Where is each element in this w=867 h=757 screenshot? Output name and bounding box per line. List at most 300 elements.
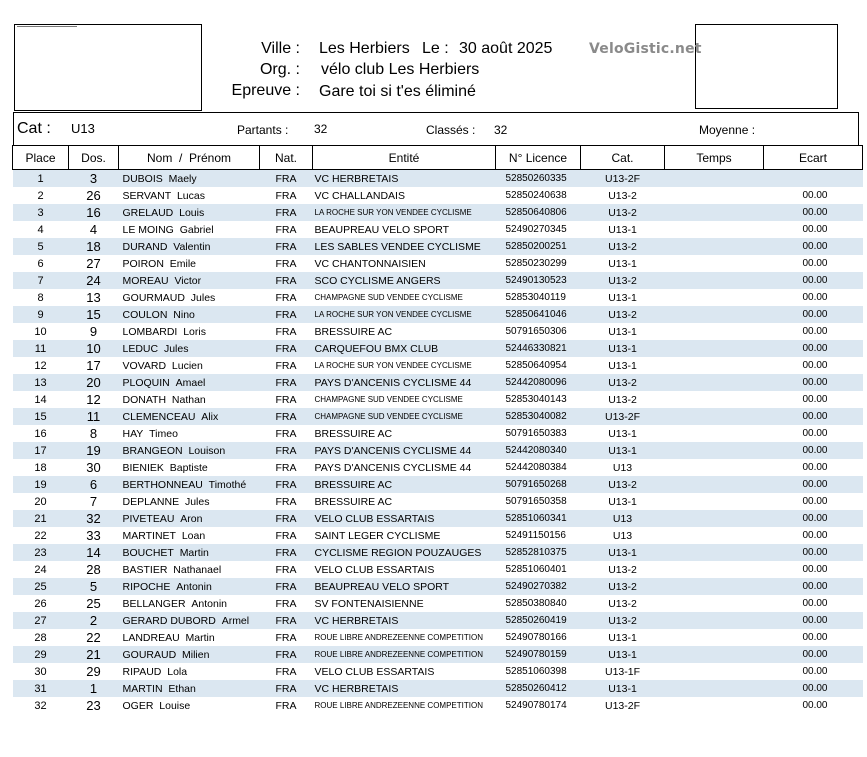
cell-ecart: 00.00 <box>764 425 863 442</box>
cell-licence: 52850640954 <box>496 357 581 374</box>
cell-licence: 52446330821 <box>496 340 581 357</box>
table-row <box>13 340 863 357</box>
cell-licence: 52442080096 <box>496 374 581 391</box>
cell-place: 19 <box>13 476 69 493</box>
table-row <box>13 680 863 697</box>
cell-temps <box>665 391 764 408</box>
rider-first-name: Baptiste <box>169 461 208 474</box>
cell-place: 12 <box>13 357 69 374</box>
rider-first-name: Amael <box>175 376 206 389</box>
cell-entite: LA ROCHE SUR YON VENDEE CYCLISME <box>313 306 496 323</box>
cell-temps <box>665 442 764 459</box>
cell-cat: U13-1 <box>581 442 665 459</box>
table-row <box>13 255 863 272</box>
cell-cat: U13-1 <box>581 289 665 306</box>
cell-entite: CHAMPAGNE SUD VENDEE CYCLISME <box>313 391 496 408</box>
cell-cat: U13-2 <box>581 306 665 323</box>
cell-place: 6 <box>13 255 69 272</box>
rider-last-name: MARTINET <box>122 529 176 542</box>
epreuve-label: Epreuve : <box>231 82 300 99</box>
cell-name <box>119 289 260 306</box>
cell-ecart: 00.00 <box>764 510 863 527</box>
cell-entite: VC HERBRETAIS <box>313 612 496 629</box>
cell-temps <box>665 561 764 578</box>
cell-temps <box>665 578 764 595</box>
cell-temps <box>665 374 764 391</box>
rider-last-name: PIVETEAU <box>122 512 175 525</box>
cell-temps <box>665 272 764 289</box>
cell-temps <box>665 493 764 510</box>
cell-entite: BRESSUIRE AC <box>313 493 496 510</box>
cell-temps <box>665 425 764 442</box>
rider-last-name: GOURAUD <box>122 648 177 661</box>
cell-name <box>119 238 260 255</box>
cell-cat: U13-1 <box>581 221 665 238</box>
rider-first-name: Aron <box>180 512 203 525</box>
cell-ecart: 00.00 <box>764 204 863 221</box>
cell-temps <box>665 221 764 238</box>
cell-licence: 52850640806 <box>496 204 581 221</box>
cell-nat: FRA <box>260 510 313 527</box>
cell-temps <box>665 289 764 306</box>
cell-place: 27 <box>13 612 69 629</box>
cell-temps <box>665 646 764 663</box>
cell-ecart: 00.00 <box>764 374 863 391</box>
cell-place: 8 <box>13 289 69 306</box>
cell-name <box>119 170 260 188</box>
cell-temps <box>665 476 764 493</box>
cell-licence: 50791650358 <box>496 493 581 510</box>
table-row <box>13 595 863 612</box>
cell-ecart: 00.00 <box>764 578 863 595</box>
cell-nat: FRA <box>260 408 313 425</box>
cell-cat: U13-1 <box>581 680 665 697</box>
table-row <box>13 697 863 714</box>
rider-first-name: Valentin <box>173 240 211 253</box>
rider-last-name: DEPLANNE <box>122 495 180 508</box>
cell-ecart: 00.00 <box>764 527 863 544</box>
cell-licence: 52490780159 <box>496 646 581 663</box>
cat-value: U13 <box>71 121 95 136</box>
rider-last-name: RIPOCHE <box>122 580 171 593</box>
table-row <box>13 357 863 374</box>
cell-name <box>119 255 260 272</box>
cell-nat: FRA <box>260 221 313 238</box>
cell-licence: 52852810375 <box>496 544 581 561</box>
table-row <box>13 323 863 340</box>
cell-entite: LES SABLES VENDEE CYCLISME <box>313 238 496 255</box>
cell-entite: BRESSUIRE AC <box>313 323 496 340</box>
cell-entite: SV FONTENAISIENNE <box>313 595 496 612</box>
cell-nat: FRA <box>260 289 313 306</box>
cell-temps <box>665 629 764 646</box>
table-row <box>13 476 863 493</box>
rider-last-name: BELLANGER <box>122 597 186 610</box>
org-label: Org. : <box>259 61 300 78</box>
cell-ecart: 00.00 <box>764 442 863 459</box>
cell-entite: ROUE LIBRE ANDREZEENNE COMPETITION <box>313 646 496 663</box>
rider-first-name: Lucas <box>176 189 205 202</box>
cell-licence: 52490780166 <box>496 629 581 646</box>
cell-place: 32 <box>13 697 69 714</box>
cell-licence: 52850230299 <box>496 255 581 272</box>
cell-name <box>119 221 260 238</box>
rider-last-name: MOREAU <box>122 274 169 287</box>
cell-cat: U13-1 <box>581 323 665 340</box>
table-row <box>13 374 863 391</box>
cell-licence: 52850260335 <box>496 170 581 188</box>
table-row <box>13 612 863 629</box>
cell-nat: FRA <box>260 595 313 612</box>
rider-first-name: Antonin <box>176 580 212 593</box>
rider-first-name: Lola <box>167 665 188 678</box>
col-header-nat: Nat. <box>260 146 313 170</box>
cell-ecart: 00.00 <box>764 187 863 204</box>
cell-dos: 1 <box>69 680 119 697</box>
cell-temps <box>665 527 764 544</box>
cell-place: 13 <box>13 374 69 391</box>
cell-dos: 19 <box>69 442 119 459</box>
rider-first-name: Louise <box>159 699 191 712</box>
table-row <box>13 272 863 289</box>
rider-first-name: Milien <box>182 648 210 661</box>
cell-ecart: 00.00 <box>764 340 863 357</box>
cell-dos: 32 <box>69 510 119 527</box>
cell-nat: FRA <box>260 204 313 221</box>
cell-cat: U13-1 <box>581 357 665 374</box>
cell-entite: PAYS D'ANCENIS CYCLISME 44 <box>313 374 496 391</box>
col-header-nom: Nom / Prénom <box>119 146 260 170</box>
ville-label: Ville : <box>261 40 300 57</box>
rider-last-name: SERVANT <box>122 189 172 202</box>
rider-last-name: DUBOIS <box>122 172 163 185</box>
cell-ecart: 00.00 <box>764 221 863 238</box>
cell-cat: U13-2 <box>581 612 665 629</box>
cell-nat: FRA <box>260 493 313 510</box>
cell-licence: 52442080384 <box>496 459 581 476</box>
cell-nat: FRA <box>260 238 313 255</box>
cell-licence: 50791650383 <box>496 425 581 442</box>
cell-temps <box>665 612 764 629</box>
cell-ecart: 00.00 <box>764 561 863 578</box>
rider-last-name: GOURMAUD <box>122 291 185 304</box>
cell-ecart: 00.00 <box>764 238 863 255</box>
cell-dos: 16 <box>69 204 119 221</box>
cell-ecart: 00.00 <box>764 493 863 510</box>
cat-label: Cat : <box>17 120 51 137</box>
table-row <box>13 561 863 578</box>
rider-last-name: POIRON <box>122 257 164 270</box>
cell-licence: 52850260412 <box>496 680 581 697</box>
rider-first-name: Louison <box>188 444 226 457</box>
cell-place: 29 <box>13 646 69 663</box>
table-row <box>13 408 863 425</box>
cell-nat: FRA <box>260 680 313 697</box>
cell-nat: FRA <box>260 272 313 289</box>
cell-place: 9 <box>13 306 69 323</box>
cell-cat: U13-2F <box>581 170 665 188</box>
cell-entite: LA ROCHE SUR YON VENDEE CYCLISME <box>313 357 496 374</box>
cell-temps <box>665 357 764 374</box>
cell-name <box>119 323 260 340</box>
rider-first-name: Nathan <box>171 393 206 406</box>
cell-cat: U13 <box>581 510 665 527</box>
cell-temps <box>665 595 764 612</box>
cell-place: 16 <box>13 425 69 442</box>
rider-first-name: Gabriel <box>179 223 214 236</box>
rider-first-name: Emile <box>169 257 197 270</box>
col-header-ecart: Ecart <box>764 146 863 170</box>
cell-place: 7 <box>13 272 69 289</box>
rider-last-name: DONATH <box>122 393 167 406</box>
col-header-place: Place <box>13 146 69 170</box>
cell-ecart: 00.00 <box>764 680 863 697</box>
table-row <box>13 578 863 595</box>
cell-ecart: 00.00 <box>764 306 863 323</box>
cell-dos: 18 <box>69 238 119 255</box>
date-label: Le : <box>422 40 449 57</box>
cell-cat: U13-1 <box>581 255 665 272</box>
date-value: 30 août 2025 <box>459 40 553 57</box>
cell-dos: 4 <box>69 221 119 238</box>
rider-last-name: GRELAUD <box>122 206 174 219</box>
results-table <box>12 145 863 714</box>
cell-nat: FRA <box>260 629 313 646</box>
cell-temps <box>665 238 764 255</box>
cell-name <box>119 391 260 408</box>
cell-dos: 11 <box>69 408 119 425</box>
cell-nat: FRA <box>260 646 313 663</box>
col-header-dos: Dos. <box>69 146 119 170</box>
cell-ecart <box>764 170 863 188</box>
cell-name <box>119 459 260 476</box>
cell-dos: 6 <box>69 476 119 493</box>
cell-ecart: 00.00 <box>764 357 863 374</box>
cell-place: 3 <box>13 204 69 221</box>
cell-place: 2 <box>13 187 69 204</box>
cell-name <box>119 425 260 442</box>
cell-nat: FRA <box>260 476 313 493</box>
cell-dos: 9 <box>69 323 119 340</box>
cell-entite: LA ROCHE SUR YON VENDEE CYCLISME <box>313 204 496 221</box>
cell-temps <box>665 170 764 188</box>
col-header-cat: Cat. <box>581 146 665 170</box>
cell-cat: U13-2 <box>581 272 665 289</box>
rider-last-name: HAY <box>122 427 144 440</box>
col-header-entite: Entité <box>313 146 496 170</box>
cell-ecart: 00.00 <box>764 629 863 646</box>
logo-caption-line <box>17 26 77 29</box>
rider-first-name: Jules <box>184 495 210 508</box>
table-row <box>13 306 863 323</box>
cell-ecart: 00.00 <box>764 544 863 561</box>
rider-first-name: Timeo <box>149 427 178 440</box>
rider-last-name: VOVARD <box>122 359 167 372</box>
cell-dos: 28 <box>69 561 119 578</box>
rider-last-name: BRANGEON <box>122 444 183 457</box>
cell-name <box>119 374 260 391</box>
cell-dos: 8 <box>69 425 119 442</box>
cell-ecart: 00.00 <box>764 408 863 425</box>
table-row <box>13 493 863 510</box>
cell-place: 14 <box>13 391 69 408</box>
cell-ecart: 00.00 <box>764 391 863 408</box>
cell-temps <box>665 680 764 697</box>
cell-dos: 33 <box>69 527 119 544</box>
rider-last-name: LEDUC <box>122 342 159 355</box>
cell-nat: FRA <box>260 357 313 374</box>
table-row <box>13 425 863 442</box>
rider-last-name: MARTIN <box>122 682 163 695</box>
rider-first-name: Victor <box>174 274 202 287</box>
cell-nat: FRA <box>260 663 313 680</box>
cell-entite: VELO CLUB ESSARTAIS <box>313 510 496 527</box>
table-row <box>13 459 863 476</box>
cell-entite: BRESSUIRE AC <box>313 425 496 442</box>
rider-first-name: Alix <box>201 410 219 423</box>
cell-ecart: 00.00 <box>764 255 863 272</box>
cell-place: 4 <box>13 221 69 238</box>
table-row <box>13 663 863 680</box>
cell-nat: FRA <box>260 527 313 544</box>
cell-dos: 15 <box>69 306 119 323</box>
cell-dos: 29 <box>69 663 119 680</box>
cell-cat: U13-2 <box>581 561 665 578</box>
cell-dos: 2 <box>69 612 119 629</box>
cell-nat: FRA <box>260 425 313 442</box>
table-header-row <box>13 146 863 170</box>
cell-temps <box>665 459 764 476</box>
rider-first-name: Martin <box>179 546 209 559</box>
rider-last-name: LOMBARDI <box>122 325 178 338</box>
classes-value: 32 <box>494 123 508 137</box>
cell-name <box>119 340 260 357</box>
cell-cat: U13-2 <box>581 238 665 255</box>
table-row <box>13 187 863 204</box>
cell-place: 10 <box>13 323 69 340</box>
cell-cat: U13-1 <box>581 493 665 510</box>
cell-dos: 21 <box>69 646 119 663</box>
rider-first-name: Lucien <box>171 359 203 372</box>
cell-place: 31 <box>13 680 69 697</box>
cell-licence: 52850200251 <box>496 238 581 255</box>
rider-last-name: COULON <box>122 308 168 321</box>
cell-dos: 20 <box>69 374 119 391</box>
cell-name <box>119 357 260 374</box>
cell-dos: 5 <box>69 578 119 595</box>
rider-first-name: Jules <box>163 342 189 355</box>
cell-name <box>119 646 260 663</box>
cell-licence: 50791650268 <box>496 476 581 493</box>
cell-cat: U13 <box>581 459 665 476</box>
cell-temps <box>665 255 764 272</box>
cell-temps <box>665 340 764 357</box>
cell-entite: PAYS D'ANCENIS CYCLISME 44 <box>313 442 496 459</box>
cell-licence: 52490130523 <box>496 272 581 289</box>
cell-entite: SAINT LEGER CYCLISME <box>313 527 496 544</box>
cell-nat: FRA <box>260 561 313 578</box>
table-row <box>13 221 863 238</box>
cell-entite: VC HERBRETAIS <box>313 170 496 188</box>
cell-place: 26 <box>13 595 69 612</box>
cell-licence: 52853040119 <box>496 289 581 306</box>
table-row <box>13 544 863 561</box>
cell-temps <box>665 697 764 714</box>
cell-nat: FRA <box>260 170 313 188</box>
cell-entite: VELO CLUB ESSARTAIS <box>313 561 496 578</box>
rider-last-name: PLOQUIN <box>122 376 170 389</box>
cell-name <box>119 442 260 459</box>
rider-first-name: Maely <box>168 172 197 185</box>
cell-place: 5 <box>13 238 69 255</box>
partants-value: 32 <box>314 122 328 136</box>
cell-name <box>119 680 260 697</box>
rider-first-name: Martin <box>185 631 215 644</box>
cell-licence: 52850641046 <box>496 306 581 323</box>
rider-first-name: Nathanael <box>173 563 222 576</box>
table-row <box>13 646 863 663</box>
cell-licence: 52491150156 <box>496 527 581 544</box>
cell-cat: U13-2 <box>581 391 665 408</box>
cell-place: 11 <box>13 340 69 357</box>
cell-entite: CHAMPAGNE SUD VENDEE CYCLISME <box>313 289 496 306</box>
cell-dos: 26 <box>69 187 119 204</box>
cell-name <box>119 527 260 544</box>
cell-name <box>119 306 260 323</box>
cell-cat: U13 <box>581 527 665 544</box>
cell-nat: FRA <box>260 459 313 476</box>
rider-first-name: Antonin <box>191 597 227 610</box>
table-row <box>13 527 863 544</box>
cell-licence: 52490780174 <box>496 697 581 714</box>
cell-licence: 52853040143 <box>496 391 581 408</box>
cell-temps <box>665 204 764 221</box>
col-header-temps: Temps <box>665 146 764 170</box>
cell-dos: 25 <box>69 595 119 612</box>
cell-cat: U13-1 <box>581 425 665 442</box>
rider-first-name: Jules <box>190 291 216 304</box>
cell-place: 21 <box>13 510 69 527</box>
cell-name <box>119 204 260 221</box>
cell-nat: FRA <box>260 255 313 272</box>
cell-entite: ROUE LIBRE ANDREZEENNE COMPETITION <box>313 629 496 646</box>
cell-cat: U13-2 <box>581 374 665 391</box>
cell-entite: CYCLISME REGION POUZAUGES <box>313 544 496 561</box>
cell-nat: FRA <box>260 697 313 714</box>
cell-cat: U13-2 <box>581 187 665 204</box>
table-row <box>13 238 863 255</box>
moyenne-label: Moyenne : <box>699 123 756 137</box>
cell-name <box>119 493 260 510</box>
cell-entite: ROUE LIBRE ANDREZEENNE COMPETITION <box>313 697 496 714</box>
cell-dos: 7 <box>69 493 119 510</box>
cell-licence: 52442080340 <box>496 442 581 459</box>
cell-ecart: 00.00 <box>764 595 863 612</box>
rider-last-name: LE MOING <box>122 223 174 236</box>
table-row <box>13 391 863 408</box>
cell-dos: 3 <box>69 170 119 188</box>
cell-ecart: 00.00 <box>764 272 863 289</box>
cell-cat: U13-1 <box>581 646 665 663</box>
cell-dos: 17 <box>69 357 119 374</box>
rider-last-name: CLEMENCEAU <box>122 410 196 423</box>
velogistic-logo: VeloGistic.net <box>589 41 702 57</box>
cell-place: 23 <box>13 544 69 561</box>
cell-name <box>119 476 260 493</box>
cell-ecart: 00.00 <box>764 612 863 629</box>
cell-licence: 52850240638 <box>496 187 581 204</box>
cell-licence: 50791650306 <box>496 323 581 340</box>
